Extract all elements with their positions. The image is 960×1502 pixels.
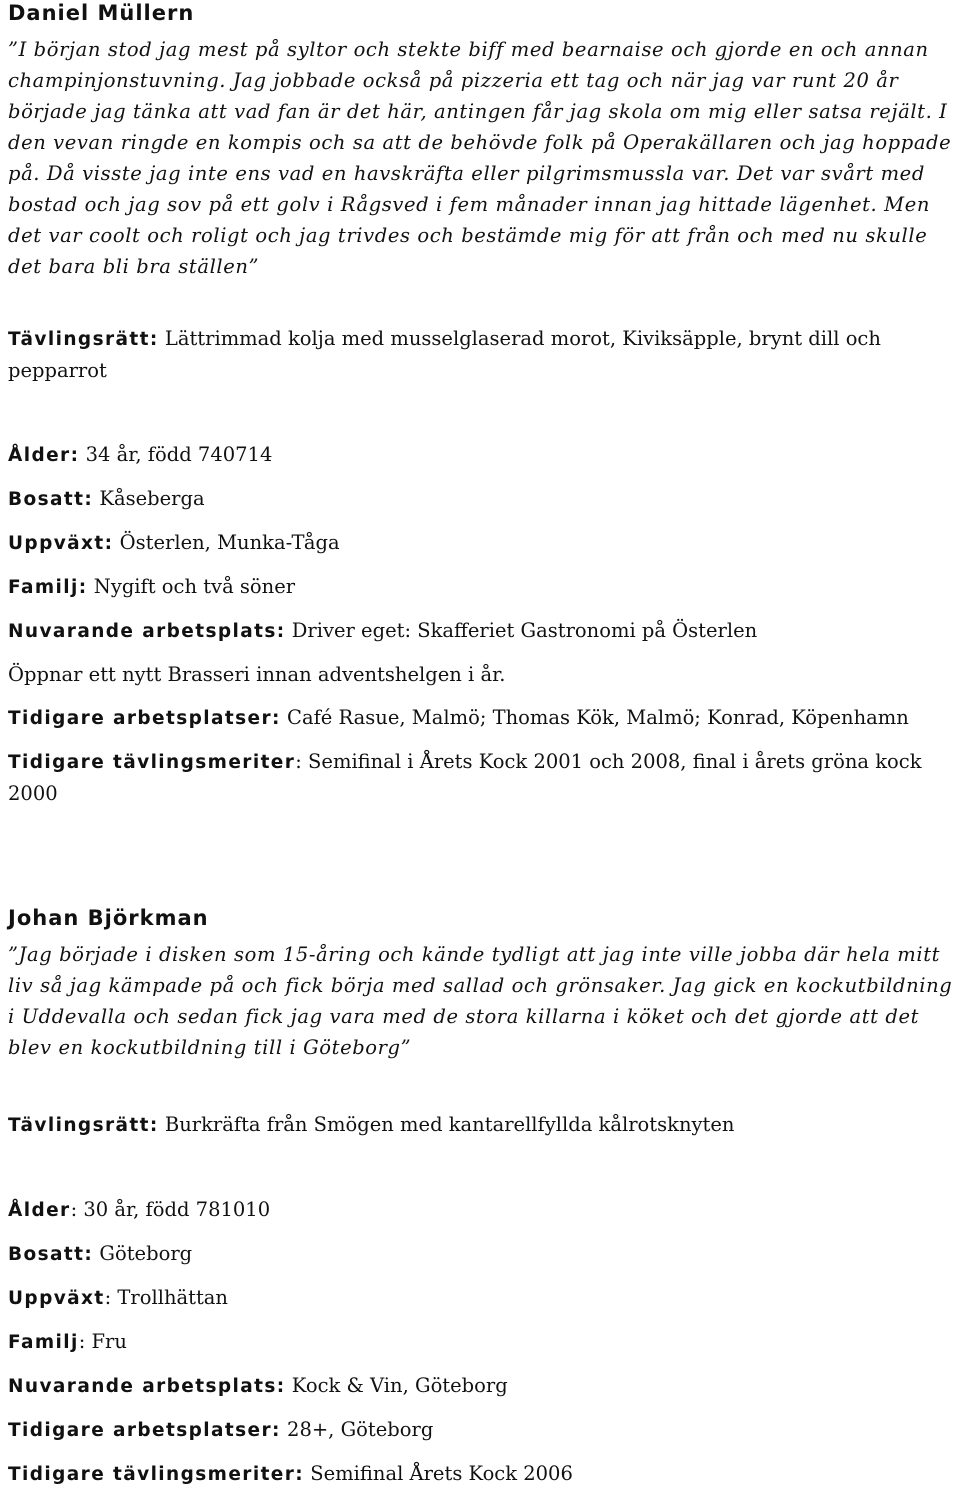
fact-upbringing-label: Uppväxt bbox=[8, 1288, 105, 1309]
fact-merits-value: : Semifinal i Årets Kock 2001 och 2008, final i årets gröna kock 2000 bbox=[8, 750, 922, 805]
fact-merits bbox=[8, 746, 954, 809]
fact-family bbox=[8, 571, 954, 603]
fact-age-value: : 30 år, född 781010 bbox=[70, 1198, 271, 1221]
fact-previous-workplaces-value: 28+, Göteborg bbox=[287, 1418, 434, 1441]
fact-home-value: Göteborg bbox=[99, 1242, 193, 1265]
fact-age bbox=[8, 439, 954, 471]
fact-previous-workplaces bbox=[8, 1414, 954, 1446]
chef-profile-daniel bbox=[8, 0, 954, 821]
fact-upbringing-value: : Trollhättan bbox=[104, 1286, 228, 1309]
chef-profile-johan bbox=[8, 905, 954, 1502]
chef-name: Johan Björkman bbox=[8, 906, 209, 930]
fact-home-label: Bosatt: bbox=[8, 489, 94, 510]
competition-dish-value: Burkräfta från Smögen med kantarellfyllda kålrotsknyten bbox=[164, 1113, 735, 1136]
competition-dish bbox=[8, 1109, 954, 1141]
fact-family-value: Nygift och två söner bbox=[93, 575, 296, 598]
fact-merits-label: Tidigare tävlingsmeriter: bbox=[8, 1464, 305, 1485]
fact-previous-workplaces bbox=[8, 702, 954, 734]
competition-dish-label: Tävlingsrätt: bbox=[8, 1115, 159, 1136]
fact-merits bbox=[8, 1458, 954, 1490]
fact-current-workplace-label: Nuvarande arbetsplats: bbox=[8, 621, 286, 642]
fact-current-workplace-label: Nuvarande arbetsplats: bbox=[8, 1376, 286, 1397]
fact-previous-workplaces-value: Café Rasue, Malmö; Thomas Kök, Malmö; Konrad, Köpenhamn bbox=[287, 706, 909, 729]
chef-quote: ”I början stod jag mest på syltor och stekte biff med bearnaise och gjorde en och annan champinjonstuvning. Jag jobbade också på pizzeria ett tag och när jag var runt 20 år började jag tänka att vad fan är det här, antingen får jag skola om mig eller satsa rejält. I den vevan ringde en kompis och sa att de behövde folk på Operakällaren och jag hoppade på. Då visste jag inte ens vad en havskräfta eller pilgrimsmussla var. Det var svårt med bostad och jag sov på ett golv i Rågsved i fem månader innan jag hittade lägenhet. Men det var coolt och roligt och jag trivdes och bestämde mig för att från och med nu skulle det bara bli bra ställen” bbox=[8, 38, 952, 278]
fact-previous-workplaces-label: Tidigare arbetsplatser: bbox=[8, 1420, 281, 1441]
fact-list bbox=[8, 439, 954, 809]
fact-upbringing-label: Uppväxt: bbox=[8, 533, 114, 554]
fact-home bbox=[8, 1238, 954, 1270]
fact-merits-value: Semifinal Årets Kock 2006 bbox=[310, 1462, 573, 1485]
fact-age-label: Ålder bbox=[8, 1200, 71, 1221]
fact-current-workplace-value: Kock & Vin, Göteborg bbox=[291, 1374, 508, 1397]
fact-note: Öppnar ett nytt Brasseri innan adventshelgen i år. bbox=[8, 663, 506, 686]
fact-family-label: Familj bbox=[8, 1332, 79, 1353]
fact-upbringing bbox=[8, 527, 954, 559]
fact-family bbox=[8, 1326, 954, 1358]
fact-age-label: Ålder: bbox=[8, 445, 80, 466]
chef-quote: ”Jag började i disken som 15-åring och kände tydligt att jag inte ville jobba där hela mitt liv så jag kämpade på och fick börja med sallad och grönsaker. Jag gick en kockutbildning i Uddevalla och sedan fick jag vara med de stora killarna i köket och det gjorde att det blev en kockutbildning till i Göteborg” bbox=[8, 943, 953, 1059]
fact-previous-workplaces-label: Tidigare arbetsplatser: bbox=[8, 708, 281, 729]
fact-age bbox=[8, 1194, 954, 1226]
competition-dish-label: Tävlingsrätt: bbox=[8, 329, 159, 350]
fact-list bbox=[8, 1194, 954, 1490]
fact-current-workplace bbox=[8, 615, 954, 647]
fact-merits-label: Tidigare tävlingsmeriter bbox=[8, 752, 296, 773]
fact-home-label: Bosatt: bbox=[8, 1244, 94, 1265]
fact-home bbox=[8, 483, 954, 515]
fact-family-value: : Fru bbox=[78, 1330, 127, 1353]
competition-dish bbox=[8, 323, 954, 386]
chef-name: Daniel Müllern bbox=[8, 1, 195, 25]
fact-current-workplace-value: Driver eget: Skafferiet Gastronomi på Österlen bbox=[291, 619, 758, 642]
fact-family-label: Familj: bbox=[8, 577, 88, 598]
competition-dish-value: Lättrimmad kolja med musselglaserad morot, Kiviksäpple, brynt dill och pepparrot bbox=[8, 327, 881, 382]
fact-age-value: 34 år, född 740714 bbox=[85, 443, 273, 466]
fact-upbringing-value: Österlen, Munka-Tåga bbox=[119, 531, 340, 554]
fact-current-workplace bbox=[8, 1370, 954, 1402]
fact-home-value: Kåseberga bbox=[99, 487, 205, 510]
fact-upbringing bbox=[8, 1282, 954, 1314]
